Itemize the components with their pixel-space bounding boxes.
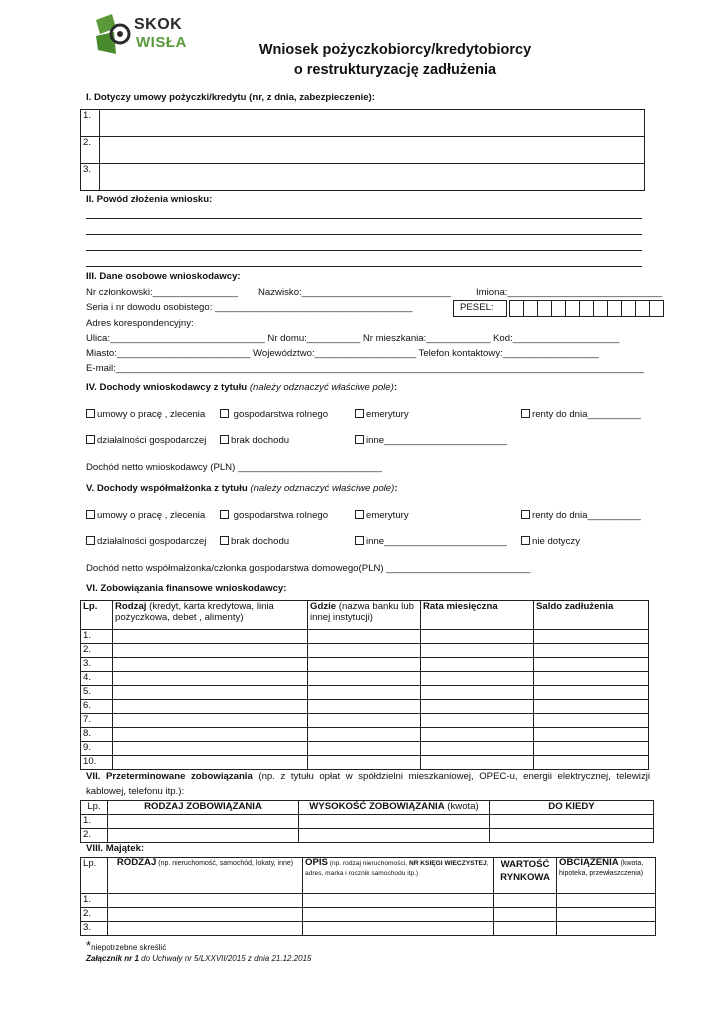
s6-cell[interactable] bbox=[421, 742, 534, 756]
s1-row-input[interactable] bbox=[100, 110, 645, 137]
s6-table-row bbox=[81, 742, 649, 756]
s1-row-input[interactable] bbox=[100, 137, 645, 164]
s4-option-business[interactable]: działalności gospodarczej bbox=[86, 435, 206, 446]
s8-header-lp: Lp. bbox=[81, 858, 108, 894]
s6-cell[interactable] bbox=[308, 742, 421, 756]
s4-option-farm[interactable]: gospodarstwa rolnego bbox=[220, 409, 328, 420]
s6-row-number: 4. bbox=[81, 672, 113, 686]
s6-table-row bbox=[81, 644, 649, 658]
s8-cell[interactable] bbox=[108, 894, 303, 908]
s7-cell[interactable] bbox=[490, 829, 654, 843]
s2-line[interactable] bbox=[86, 234, 642, 235]
member-number-field[interactable]: Nr członkowski:________________ bbox=[86, 287, 239, 298]
s8-cell[interactable] bbox=[494, 908, 557, 922]
logo-mark-icon bbox=[94, 14, 134, 54]
s8-header-encumbrance: OBCIĄŻENIA (kwota, hipoteka, przewłaszczenia) bbox=[557, 858, 656, 894]
s5-option-no-income[interactable]: brak dochodu bbox=[220, 536, 289, 547]
s6-table-row bbox=[81, 658, 649, 672]
s8-cell[interactable] bbox=[494, 894, 557, 908]
s7-cell[interactable] bbox=[299, 829, 490, 843]
logo-line1: SKOK bbox=[134, 16, 183, 33]
s6-cell[interactable] bbox=[421, 714, 534, 728]
s4-option-disability[interactable]: renty do dnia__________ bbox=[521, 409, 641, 420]
city-line[interactable]: Miasto:_________________________ Województwo:___________________ Telefon kontaktowy:__________________ bbox=[86, 348, 599, 359]
s5-option-not-applicable[interactable]: nie dotyczy bbox=[521, 536, 580, 547]
s8-cell[interactable] bbox=[303, 922, 494, 936]
s7-heading: VII. Przeterminowane zobowiązania (np. z tytułu opłat w spółdzielni mieszkaniowej, OPEC-u, energii elektrycznej, telewizji kablowej, telefonu itp.): bbox=[86, 771, 651, 797]
email-field[interactable]: E-mail:___________________________________________________________________________________________________ bbox=[86, 363, 645, 374]
s8-row-number: 1. bbox=[81, 894, 108, 908]
s5-option-farm[interactable]: gospodarstwa rolnego bbox=[220, 510, 328, 521]
s6-row-number: 10. bbox=[81, 756, 113, 770]
s8-header-type: RODZAJ (np. nieruchomość, samochód, lokaty, inne) bbox=[108, 858, 303, 894]
s6-row-number: 5. bbox=[81, 686, 113, 700]
s4-net-income[interactable]: Dochód netto wnioskodawcy (PLN) ___________________________ bbox=[86, 462, 383, 473]
s6-cell[interactable] bbox=[421, 630, 534, 644]
s6-cell[interactable] bbox=[421, 700, 534, 714]
s6-cell[interactable] bbox=[421, 644, 534, 658]
s6-heading: VI. Zobowiązania finansowe wnioskodawcy: bbox=[86, 583, 287, 594]
s7-table bbox=[80, 800, 654, 843]
s6-cell[interactable] bbox=[421, 686, 534, 700]
pesel-input[interactable] bbox=[510, 300, 664, 317]
s6-cell[interactable] bbox=[534, 658, 649, 672]
s8-cell[interactable] bbox=[557, 922, 656, 936]
s6-cell[interactable] bbox=[534, 686, 649, 700]
s6-row-number: 2. bbox=[81, 644, 113, 658]
s8-cell[interactable] bbox=[108, 922, 303, 936]
s6-header-where: Gdzie (nazwa banku lub innej instytucji) bbox=[308, 601, 421, 630]
s6-header-type: Rodzaj (kredyt, karta kredytowa, linia pożyczkowa, debet , alimenty) bbox=[113, 601, 308, 630]
s6-cell[interactable] bbox=[308, 672, 421, 686]
s6-cell[interactable] bbox=[113, 700, 308, 714]
s6-cell[interactable] bbox=[113, 658, 308, 672]
id-document-field[interactable]: Seria i nr dowodu osobistego: _____________________________________ bbox=[86, 302, 413, 313]
s6-table-row bbox=[81, 728, 649, 742]
s6-header-balance: Saldo zadłużenia bbox=[534, 601, 649, 630]
s6-cell[interactable] bbox=[308, 714, 421, 728]
footnote-text: niepotrzebne skreślić bbox=[91, 943, 167, 952]
s6-row-number: 6. bbox=[81, 700, 113, 714]
s8-row-number: 3. bbox=[81, 922, 108, 936]
s6-cell[interactable] bbox=[534, 714, 649, 728]
s6-cell[interactable] bbox=[308, 700, 421, 714]
s8-header-value: WARTOŚĆ RYNKOWA bbox=[494, 858, 557, 894]
s6-table-row bbox=[81, 672, 649, 686]
s8-cell[interactable] bbox=[108, 908, 303, 922]
s2-heading: II. Powód złożenia wniosku: bbox=[86, 194, 213, 205]
s4-option-pension[interactable]: emerytury bbox=[355, 409, 409, 420]
s8-cell[interactable] bbox=[494, 922, 557, 936]
s7-cell[interactable] bbox=[108, 815, 299, 829]
s6-table-row bbox=[81, 630, 649, 644]
s6-cell[interactable] bbox=[113, 714, 308, 728]
page-title bbox=[200, 40, 590, 80]
s5-net-income[interactable]: Dochód netto współmałżonka/członka gospodarstwa domowego(PLN) ___________________________ bbox=[86, 563, 531, 574]
s6-cell[interactable] bbox=[308, 728, 421, 742]
s6-row-number: 8. bbox=[81, 728, 113, 742]
s4-option-other[interactable]: inne_______________________ bbox=[355, 435, 507, 446]
s5-option-other[interactable]: inne_______________________ bbox=[355, 536, 507, 547]
s6-cell[interactable] bbox=[534, 742, 649, 756]
s5-option-work[interactable]: umowy o pracę , zlecenia bbox=[86, 510, 205, 521]
s6-header-installment: Rata miesięczna bbox=[421, 601, 534, 630]
s7-cell[interactable] bbox=[108, 829, 299, 843]
s6-cell[interactable] bbox=[113, 686, 308, 700]
title-line2: o restrukturyzację zadłużenia bbox=[293, 62, 497, 78]
s6-cell[interactable] bbox=[308, 686, 421, 700]
names-field[interactable]: Imiona:_____________________________ bbox=[476, 287, 663, 298]
s2-line[interactable] bbox=[86, 250, 642, 251]
surname-field[interactable]: Nazwisko:____________________________ bbox=[258, 287, 452, 298]
s6-cell[interactable] bbox=[113, 756, 308, 770]
footnote bbox=[86, 938, 166, 953]
s6-row-number: 7. bbox=[81, 714, 113, 728]
logo bbox=[94, 14, 204, 56]
s6-cell[interactable] bbox=[534, 630, 649, 644]
s1-heading: I. Dotyczy umowy pożyczki/kredytu (nr, z dnia, zabezpieczenie): bbox=[86, 92, 375, 103]
s6-row-number: 3. bbox=[81, 658, 113, 672]
s6-cell[interactable] bbox=[421, 672, 534, 686]
s1-row-number: 1. bbox=[81, 110, 100, 137]
s6-cell[interactable] bbox=[534, 644, 649, 658]
s3-heading: III. Dane osobowe wnioskodawcy: bbox=[86, 271, 241, 282]
s4-option-work[interactable]: umowy o pracę , zlecenia bbox=[86, 409, 205, 420]
s8-row-number: 2. bbox=[81, 908, 108, 922]
s6-table-row bbox=[81, 714, 649, 728]
s8-table bbox=[80, 857, 656, 936]
s6-cell[interactable] bbox=[534, 672, 649, 686]
s2-line[interactable] bbox=[86, 218, 642, 219]
s6-cell[interactable] bbox=[534, 700, 649, 714]
s6-cell[interactable] bbox=[421, 756, 534, 770]
pesel-label-box bbox=[453, 300, 507, 317]
s6-row-number: 9. bbox=[81, 742, 113, 756]
s6-cell[interactable] bbox=[534, 756, 649, 770]
s6-table-row bbox=[81, 700, 649, 714]
address-label: Adres korespondencyjny: bbox=[86, 318, 194, 329]
s5-option-disability[interactable]: renty do dnia__________ bbox=[521, 510, 641, 521]
s6-cell[interactable] bbox=[308, 630, 421, 644]
s6-row-number: 1. bbox=[81, 630, 113, 644]
pesel-label: PESEL: bbox=[460, 302, 494, 313]
s5-heading: V. Dochody współmałżonka z tytułu (należy odznaczyć właściwe pole): bbox=[86, 483, 398, 494]
s2-line[interactable] bbox=[86, 266, 642, 267]
s6-cell[interactable] bbox=[421, 658, 534, 672]
s6-cell[interactable] bbox=[308, 658, 421, 672]
s6-cell[interactable] bbox=[308, 756, 421, 770]
s6-table-row bbox=[81, 756, 649, 770]
s7-header-amount: WYSOKOŚĆ ZOBOWIĄZANIA (kwota) bbox=[299, 801, 490, 815]
s5-option-pension[interactable]: emerytury bbox=[355, 510, 409, 521]
s4-option-no-income[interactable]: brak dochodu bbox=[220, 435, 289, 446]
s6-cell[interactable] bbox=[113, 630, 308, 644]
s6-table-row bbox=[81, 686, 649, 700]
s8-cell[interactable] bbox=[557, 894, 656, 908]
s4-heading: IV. Dochody wnioskodawcy z tytułu (należy odznaczyć właściwe pole): bbox=[86, 382, 398, 393]
s7-row-number: 2. bbox=[81, 829, 108, 843]
s8-cell[interactable] bbox=[303, 894, 494, 908]
footnote-star: * bbox=[86, 938, 92, 953]
s6-cell[interactable] bbox=[113, 672, 308, 686]
s8-cell[interactable] bbox=[303, 908, 494, 922]
s6-table bbox=[80, 600, 649, 770]
s7-row-number: 1. bbox=[81, 815, 108, 829]
s6-cell[interactable] bbox=[534, 728, 649, 742]
s6-cell[interactable] bbox=[421, 728, 534, 742]
s8-cell[interactable] bbox=[557, 908, 656, 922]
s6-cell[interactable] bbox=[308, 644, 421, 658]
s7-cell[interactable] bbox=[299, 815, 490, 829]
s6-cell[interactable] bbox=[113, 742, 308, 756]
s7-header-due: DO KIEDY bbox=[490, 801, 654, 815]
s6-cell[interactable] bbox=[113, 728, 308, 742]
s5-option-business[interactable]: działalności gospodarczej bbox=[86, 536, 206, 547]
s1-row-number: 2. bbox=[81, 137, 100, 164]
s6-header-lp: Lp. bbox=[81, 601, 113, 630]
s1-row-input[interactable] bbox=[100, 164, 645, 191]
street-line[interactable]: Ulica:_____________________________ Nr domu:__________ Nr mieszkania:____________ Kod:____________________ bbox=[86, 333, 620, 344]
annex-note: Załącznik nr 1 do Uchwały nr 5/LXXVII/2015 z dnia 21.12.2015 bbox=[86, 954, 312, 963]
s6-cell[interactable] bbox=[113, 644, 308, 658]
s7-header-type: RODZAJ ZOBOWIĄZANIA bbox=[108, 801, 299, 815]
s1-table bbox=[80, 109, 645, 191]
s1-row-number: 3. bbox=[81, 164, 100, 191]
s7-header-lp: Lp. bbox=[81, 801, 108, 815]
s7-cell[interactable] bbox=[490, 815, 654, 829]
s8-header-description: OPIS (np. rodzaj nieruchomości, NR KSIĘGI WIECZYSTEJ, adres, marka i rocznik samochodu itp.) bbox=[303, 858, 494, 894]
s8-heading: VIII. Majątek: bbox=[86, 843, 145, 854]
logo-line2: WISŁA bbox=[136, 34, 187, 51]
title-line1: Wniosek pożyczkobiorcy/kredytobiorcy bbox=[258, 42, 532, 58]
